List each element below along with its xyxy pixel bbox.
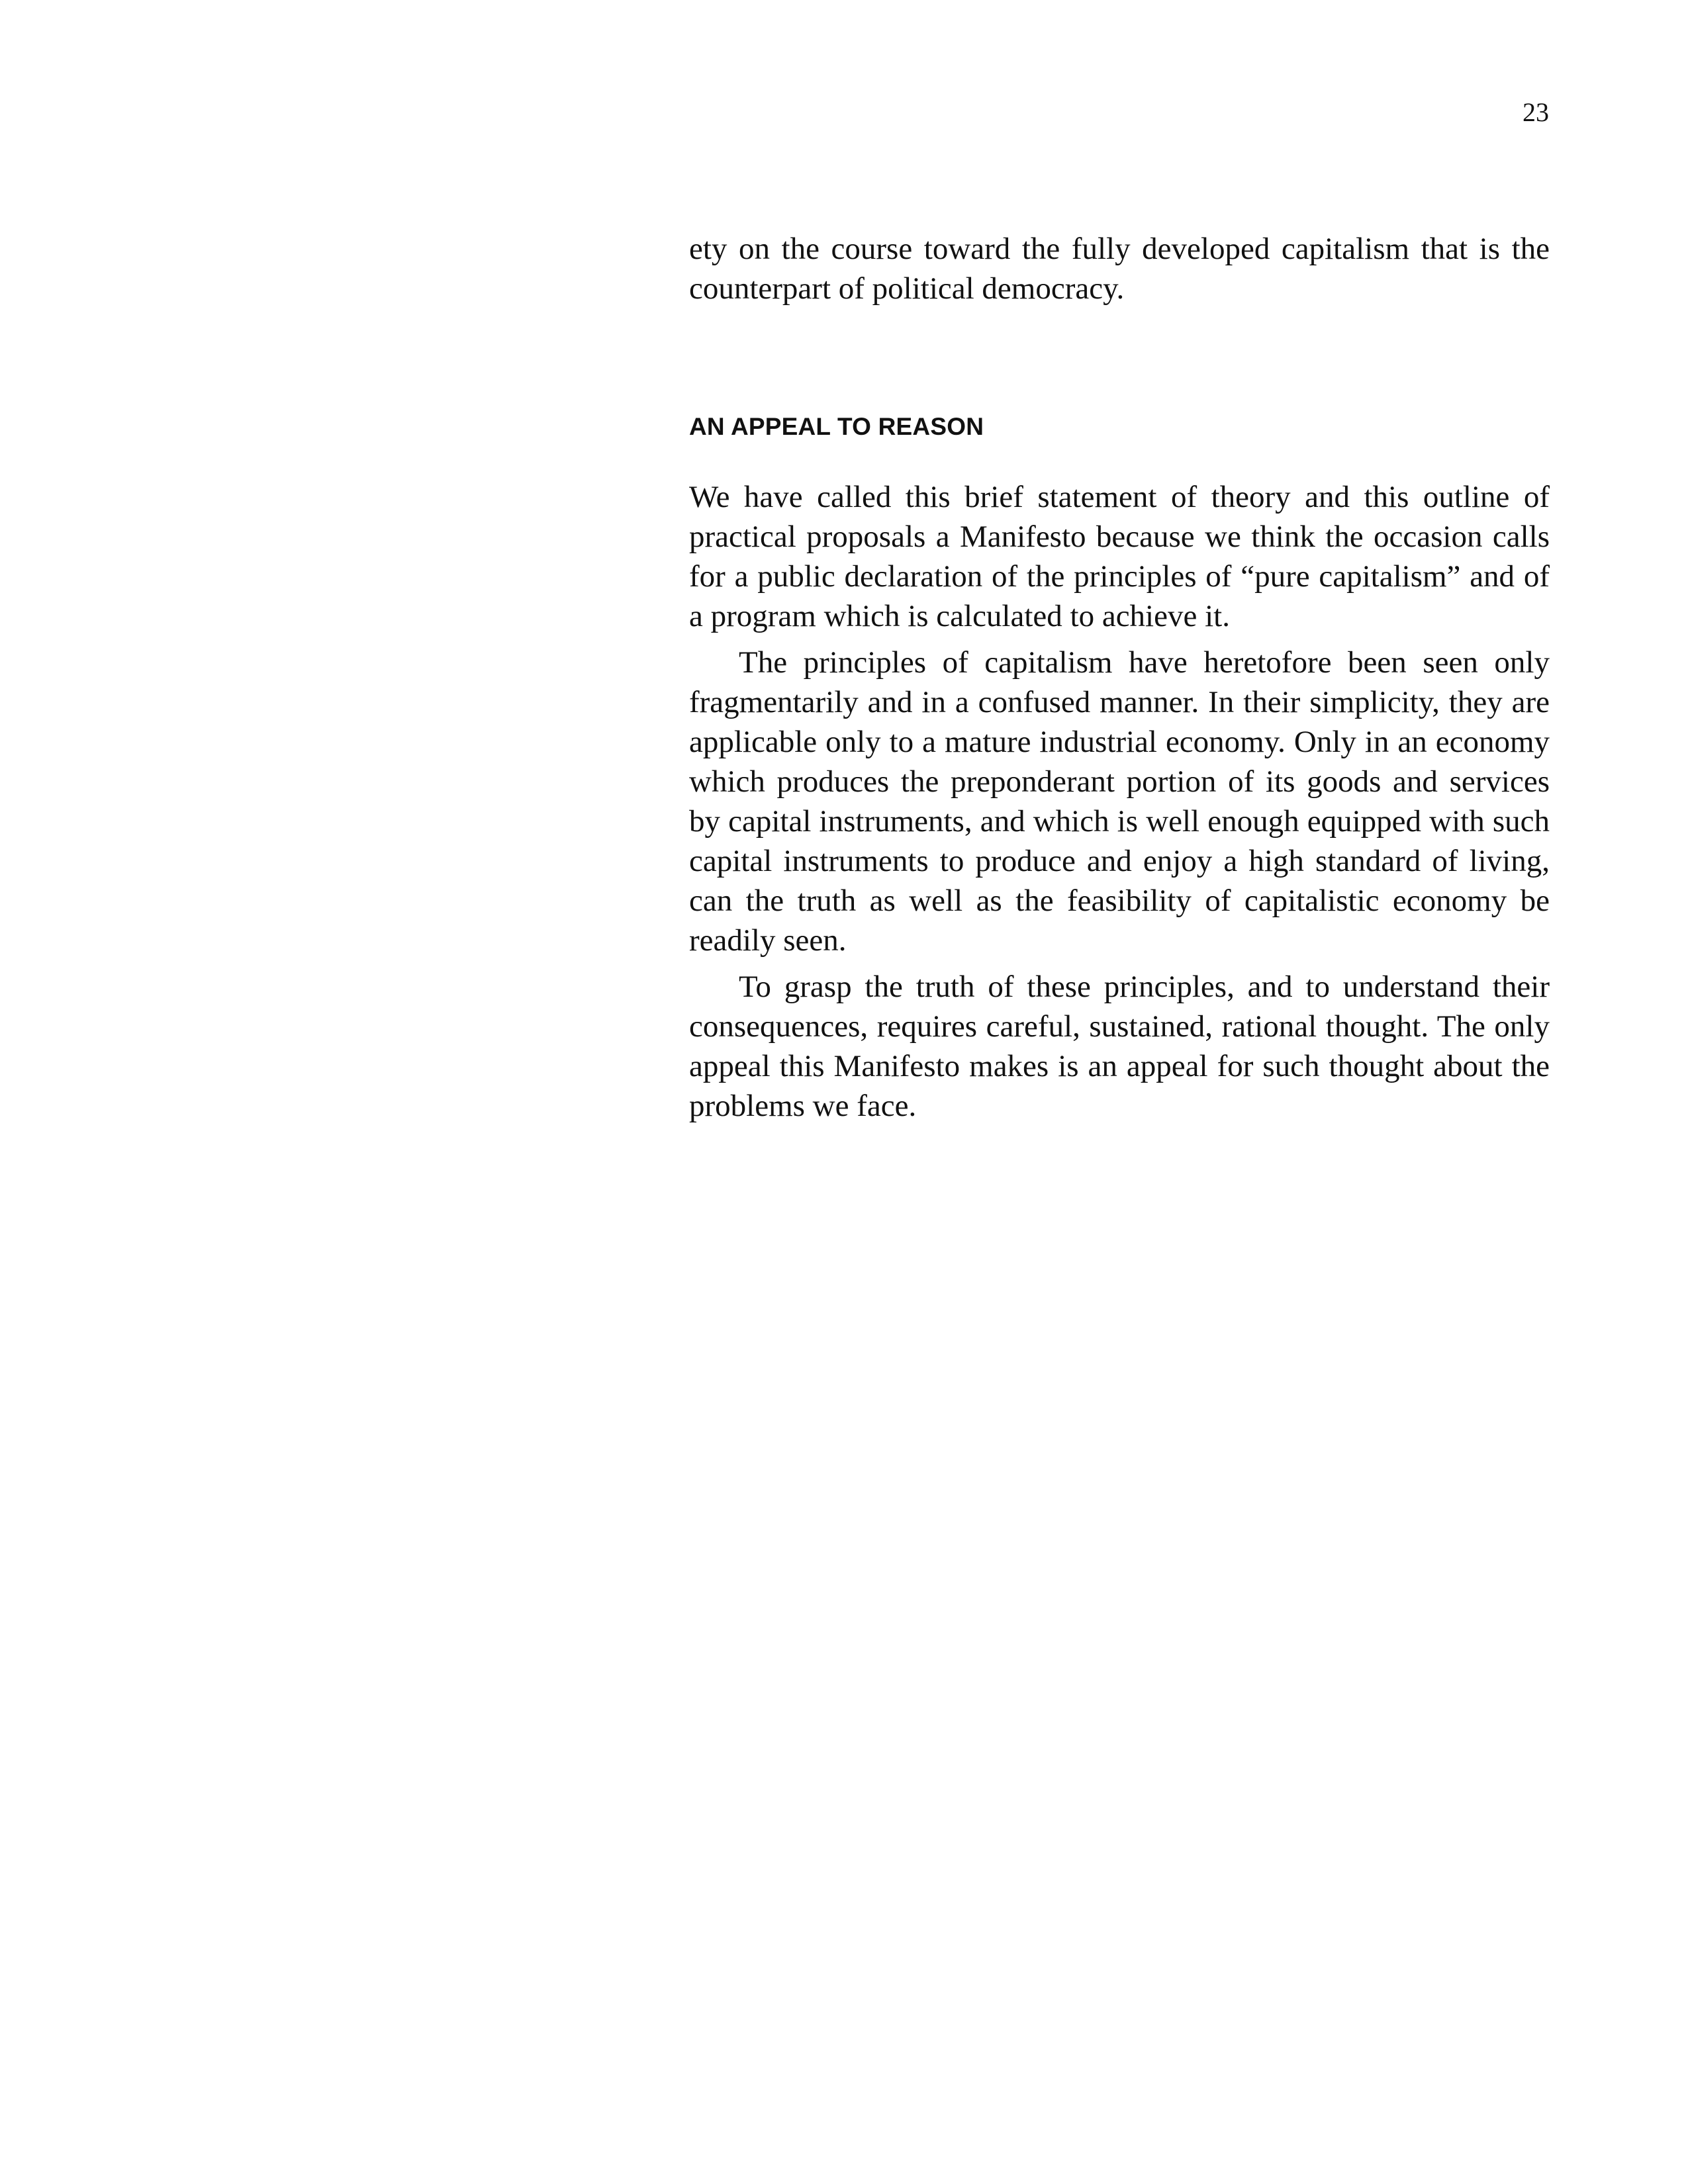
continuation-paragraph: ety on the course toward the fully developed capitalism that is the counterpart of political democracy.	[689, 232, 1550, 306]
paragraph-3: To grasp the truth of these principles, and to understand their consequences, requires careful, sustained, rational thought. The only appeal this Manifesto makes is an appeal for such thought about the problems we face.	[689, 970, 1550, 1123]
paragraph-1: We have called this brief statement of theory and this outline of practical proposals a Manifesto because we think the occasion calls for a public declaration of the principles of “pure capitalism” and of a program which is calculated to achieve it.	[689, 480, 1550, 633]
section-heading: AN APPEAL TO REASON	[689, 413, 984, 440]
text-column	[689, 229, 1550, 1132]
page-number: 23	[1523, 97, 1549, 127]
paragraph-2: The principles of capitalism have heretofore been seen only fragmentarily and in a confused manner. In their simplicity, they are applicable only to a mature industrial economy. Only in an economy which produces the preponderant portion of its goods and services by capital instruments, and which is well enough equipped with such capital instruments to produce and enjoy a high standard of living, can the truth as well as the feasibility of capitalistic economy be readily seen.	[689, 645, 1550, 958]
